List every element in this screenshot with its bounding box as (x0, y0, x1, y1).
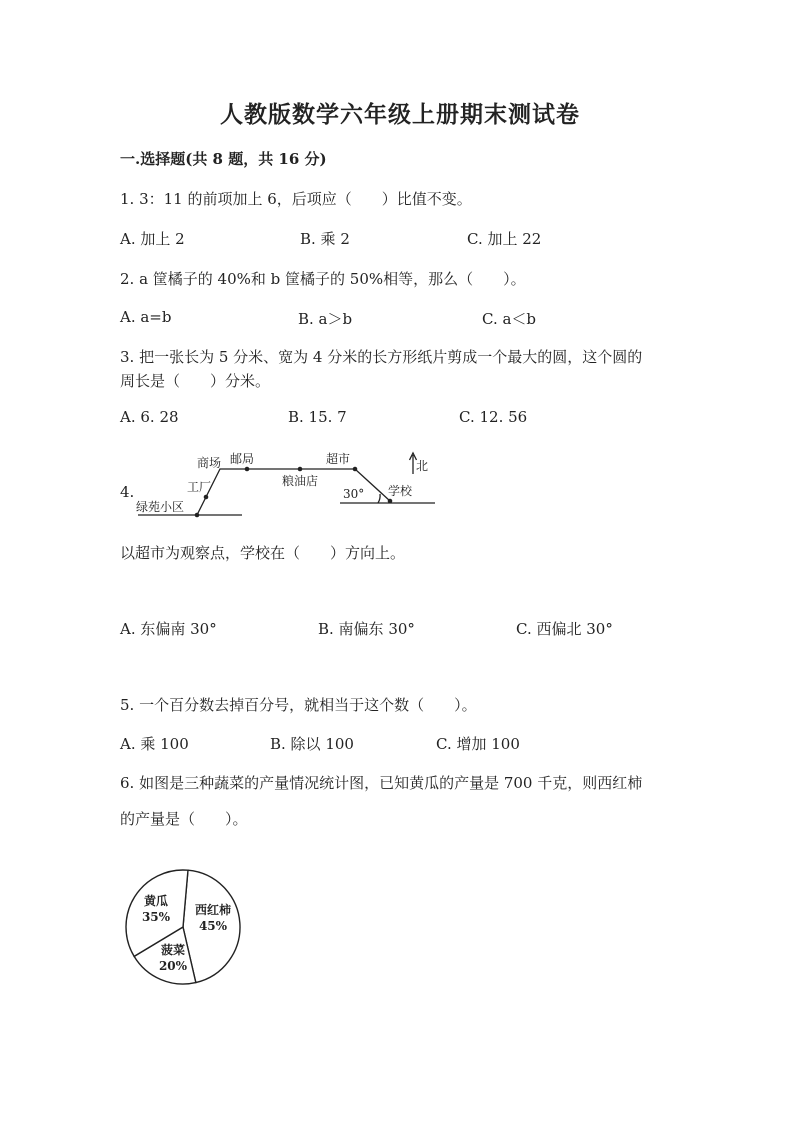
question-1-text: 1. 3：11 的前项加上 6，后项应（ ）比值不变。 (120, 190, 472, 208)
point-factory (204, 495, 209, 500)
pie-label-tomato: 西红柿 (194, 903, 232, 917)
question-3-text-line1: 3. 把一张长为 5 分米、宽为 4 分米的长方形纸片剪成一个最大的圆，这个圆的 (120, 348, 643, 366)
pie-value-cucumber: 35% (141, 910, 171, 924)
q5-option-b[interactable]: B. 除以 100 (270, 735, 354, 753)
pie-value-spinach: 20% (158, 959, 188, 973)
label-mall: 商场 (197, 456, 222, 470)
page-title: 人教版数学六年级上册期末测试卷 (220, 101, 580, 128)
point-lvyuan (195, 513, 200, 518)
question-6-text-line2: 的产量是（ ）。 (120, 810, 248, 828)
angle-arc (378, 494, 380, 503)
q3-option-a[interactable]: A. 6. 28 (120, 408, 179, 426)
q3-option-b[interactable]: B. 15. 7 (288, 408, 347, 426)
q2-option-b[interactable]: B. a＞b (298, 310, 353, 328)
direction-map-figure (130, 446, 440, 521)
section-heading: 一.选择题(共 8 题，共 16 分) (120, 150, 327, 168)
point-supermarket (353, 467, 358, 472)
point-grain-store (298, 467, 303, 472)
pie-label-cucumber: 黄瓜 (143, 894, 169, 908)
question-4-text: 以超市为观察点，学校在（ ）方向上。 (120, 544, 406, 562)
pie-label-spinach: 菠菜 (160, 943, 186, 957)
label-school: 学校 (388, 484, 413, 498)
q2-option-c[interactable]: C. a＜b (482, 310, 537, 328)
q1-option-a[interactable]: A. 加上 2 (120, 230, 185, 248)
point-post-office (245, 467, 250, 472)
pie-value-tomato: 45% (198, 919, 228, 933)
q3-option-c[interactable]: C. 12. 56 (459, 408, 528, 426)
label-supermarket: 超市 (326, 452, 351, 466)
q1-option-b[interactable]: B. 乘 2 (300, 230, 350, 248)
q1-option-c[interactable]: C. 加上 22 (467, 230, 542, 248)
label-post-office: 邮局 (230, 452, 255, 466)
label-lvyuan: 绿苑小区 (136, 500, 185, 514)
label-north: 北 (416, 459, 429, 473)
q4-option-b[interactable]: B. 南偏东 30° (318, 620, 415, 638)
question-2-text: 2. a 筐橘子的 40%和 b 筐橘子的 50%相等，那么（ ）。 (120, 270, 526, 288)
q5-option-a[interactable]: A. 乘 100 (120, 735, 189, 753)
vegetable-pie-chart (118, 862, 248, 992)
point-school (388, 499, 393, 504)
q2-option-a[interactable]: A. a=b (120, 308, 172, 326)
q5-option-c[interactable]: C. 增加 100 (436, 735, 520, 753)
q4-option-c[interactable]: C. 西偏北 30° (516, 620, 613, 638)
label-grain-store: 粮油店 (282, 474, 319, 488)
q4-option-a[interactable]: A. 东偏南 30° (120, 620, 217, 638)
question-5-text: 5. 一个百分数去掉百分号，就相当于这个数（ ）。 (120, 696, 477, 714)
question-3-text-line2: 周长是（ ）分米。 (120, 372, 271, 390)
question-4-number: 4. (120, 483, 135, 501)
question-6-text-line1: 6. 如图是三种蔬菜的产量情况统计图，已知黄瓜的产量是 700 千克，则西红柿 (120, 774, 643, 792)
label-factory: 工厂 (187, 480, 212, 494)
label-angle: 30° (343, 487, 365, 501)
